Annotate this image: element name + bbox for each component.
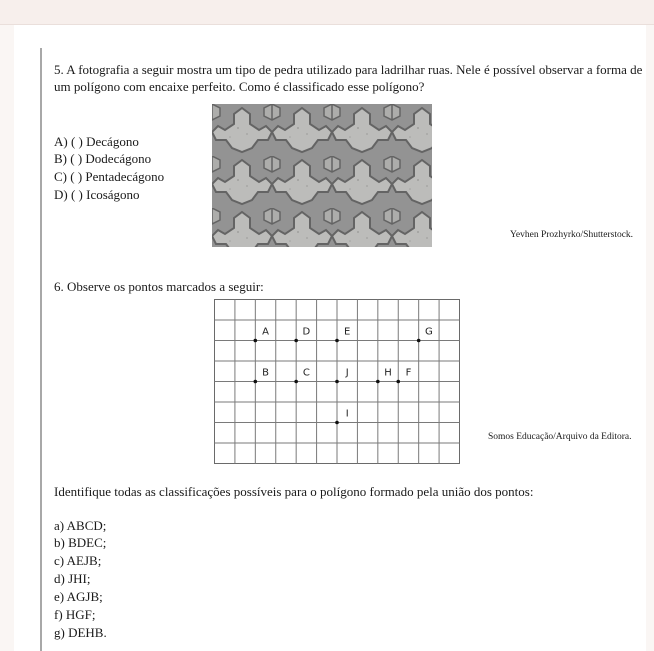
top-band bbox=[0, 0, 654, 24]
grid-point-label-b: B bbox=[262, 367, 269, 379]
grid-point-label-i: I bbox=[345, 408, 349, 420]
item-e: e) AGJB; bbox=[54, 589, 103, 604]
question-5-text: 5. A fotografia a seguir mostra um tipo de pedra utilizado para ladrilhar ruas. Nele é possível observar a forma de um polígono com encaixe perfeito. Como é classificado esse polígono? bbox=[54, 62, 643, 94]
grid-point-f bbox=[396, 380, 400, 384]
page-margin-left bbox=[0, 25, 14, 651]
item-c: c) AEJB; bbox=[54, 553, 102, 568]
paving-stones-photo bbox=[212, 104, 432, 247]
item-a: a) ABCD; bbox=[54, 518, 107, 533]
grid-credit: Somos Educação/Arquivo da Editora. bbox=[488, 432, 632, 442]
option-b[interactable]: B) ( ) Dodecágono bbox=[54, 151, 152, 166]
grid-point-label-c: C bbox=[302, 367, 310, 379]
question-6-prompt: Identifique todas as classificações possíveis para o polígono formado pela união dos pontos: bbox=[54, 484, 534, 499]
points-grid bbox=[214, 299, 460, 464]
grid-point-label-j: J bbox=[345, 367, 349, 379]
grid-point-j bbox=[335, 380, 339, 384]
option-a[interactable]: A) ( ) Decágono bbox=[54, 134, 139, 149]
grid-point-i bbox=[335, 421, 339, 425]
grid-point-label-e: E bbox=[344, 326, 351, 338]
grid-point-e bbox=[335, 339, 339, 343]
grid-point-b bbox=[254, 380, 258, 384]
grid-point-d bbox=[294, 339, 298, 343]
question-6-text: 6. Observe os pontos marcados a seguir: bbox=[54, 279, 264, 294]
item-d: d) JHI; bbox=[54, 571, 91, 586]
left-border-rule bbox=[40, 48, 42, 651]
option-d[interactable]: D) ( ) Icoságono bbox=[54, 187, 140, 202]
item-b: b) BDEC; bbox=[54, 535, 107, 550]
item-f: f) HGF; bbox=[54, 607, 96, 622]
grid-point-label-a: A bbox=[262, 326, 269, 338]
grid-point-a bbox=[254, 339, 258, 343]
grid-point-label-f: F bbox=[405, 367, 412, 379]
grid-point-g bbox=[417, 339, 421, 343]
photo-credit: Yevhen Prozhyrko/Shutterstock. bbox=[510, 230, 634, 240]
item-g: g) DEHB. bbox=[54, 625, 107, 640]
grid-point-c bbox=[294, 380, 298, 384]
page-margin-right bbox=[646, 25, 654, 651]
grid-point-h bbox=[376, 380, 380, 384]
grid-point-label-g: G bbox=[425, 326, 433, 338]
grid-point-label-d: D bbox=[302, 326, 311, 338]
option-c[interactable]: C) ( ) Pentadecágono bbox=[54, 169, 165, 184]
grid-point-label-h: H bbox=[384, 367, 392, 379]
